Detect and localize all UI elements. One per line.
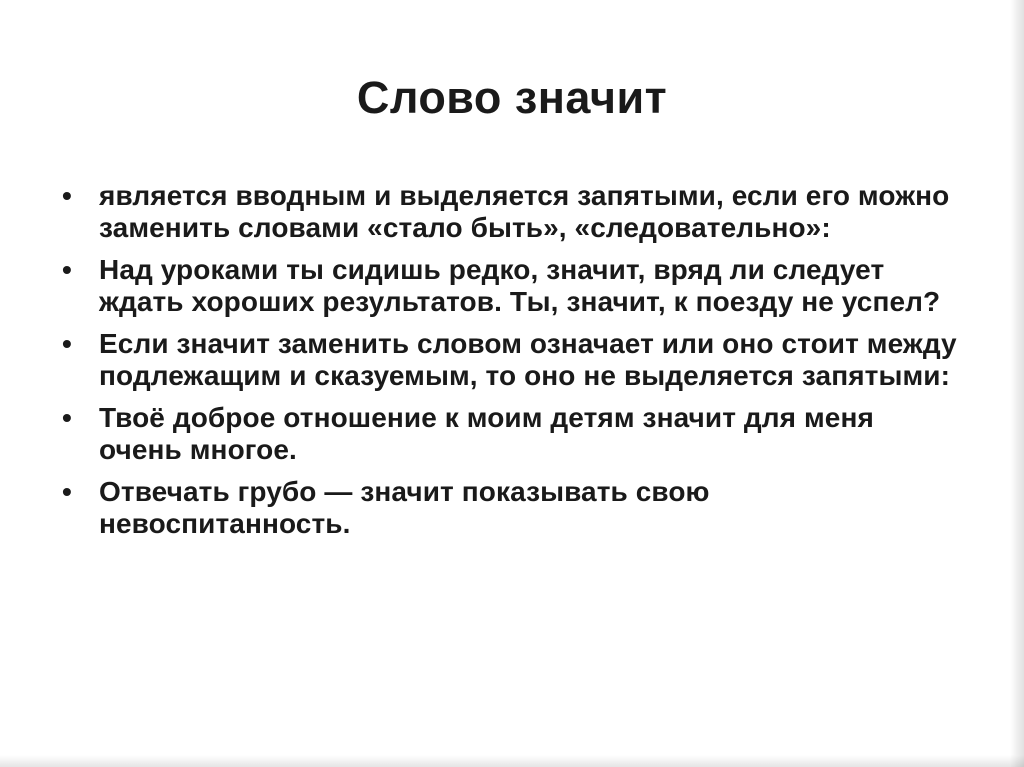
slide-title: Слово значит [356,72,668,123]
bullet-item [62,180,962,244]
bullet-text: Если значит заменить словом означает или оно стоит между подлежащим и сказуемым, то оно не выделяется запятыми: [99,328,957,391]
bullet-item [62,328,962,392]
bullet-item [62,402,962,466]
bullet-icon: • [62,180,72,211]
bullet-item [62,476,962,540]
bullet-text: Твоё доброе отношение к моим детям значит для меня очень многое. [99,402,874,465]
bullet-text: Над уроками ты сидишь редко, значит, вряд ли следует ждать хороших результатов. Ты, значит, к поезду не успел? [99,254,941,317]
slide-shadow-right [1010,0,1024,767]
bullet-list [62,180,962,550]
bullet-icon: • [62,254,72,285]
bullet-icon: • [62,476,72,507]
bullet-item [62,254,962,318]
bullet-text: является вводным и выделяется запятыми, если его можно заменить словами «стало быть», «следовательно»: [99,180,950,243]
bullet-icon: • [62,328,72,359]
bullet-text: Отвечать грубо — значит показывать свою невоспитанность. [99,476,710,539]
slide-shadow-bottom [0,755,1024,767]
bullet-icon: • [62,402,72,433]
